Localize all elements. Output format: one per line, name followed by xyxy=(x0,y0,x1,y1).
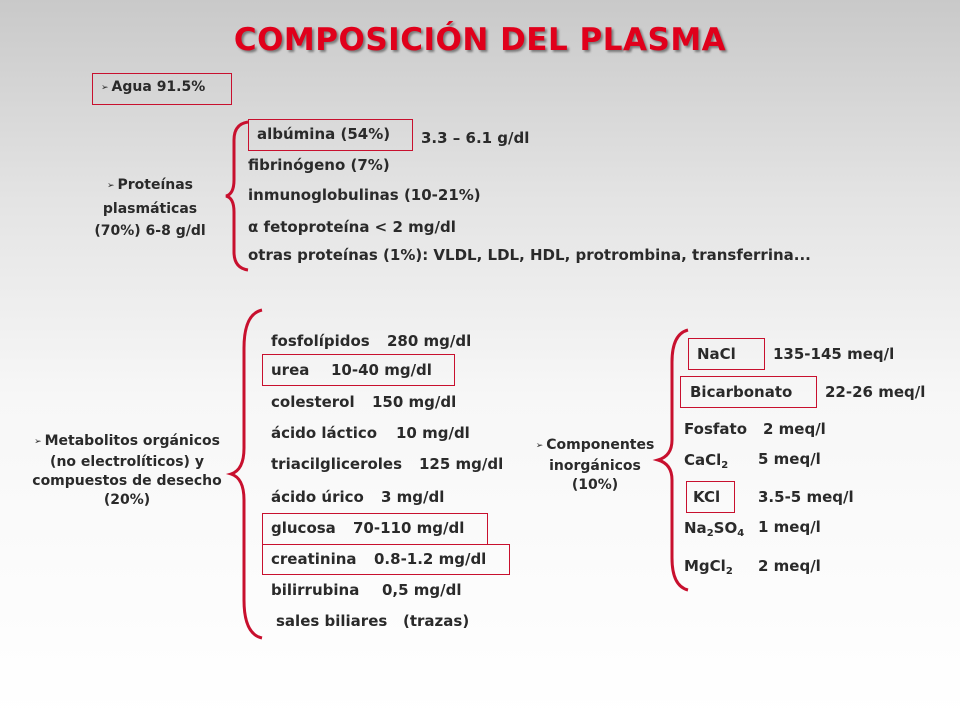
inorganicos-label-3: (10%) xyxy=(571,477,619,493)
triacilgliceroles-name: triacilgliceroles xyxy=(271,455,403,473)
na2so4-name xyxy=(684,519,744,537)
na2so4-text-a: Na xyxy=(684,519,707,537)
cacl2-subscript: 2 xyxy=(721,460,729,471)
na2so4-subscript-1: 2 xyxy=(706,528,714,539)
fetoproteina-text: fetoproteína < 2 mg/dl xyxy=(263,218,456,236)
inorganicos-category xyxy=(520,436,670,495)
mgcl2-text: MgCl xyxy=(684,557,726,575)
fosfato-name: Fosfato xyxy=(684,420,747,438)
albumina-value: 3.3 – 6.1 g/dl xyxy=(421,129,530,147)
proteinas-label-1: Proteínas xyxy=(117,177,194,193)
na2so4-text-b: SO xyxy=(713,519,738,537)
cacl2-value: 5 meq/l xyxy=(758,450,821,468)
bullet-arrow-icon: ➢ xyxy=(34,437,42,447)
bicarbonato-value: 22-26 meq/l xyxy=(825,383,926,401)
cacl2-text: CaCl xyxy=(684,451,722,469)
kcl-value: 3.5-5 meq/l xyxy=(758,488,854,506)
creatinina-value: 0.8-1.2 mg/dl xyxy=(374,550,487,568)
proteinas-label-2: plasmáticas xyxy=(102,201,198,217)
inmunoglobulinas-label: inmunoglobulinas (10-21%) xyxy=(248,186,481,204)
na2so4-subscript-2: 4 xyxy=(737,528,745,539)
na2so4-value: 1 meq/l xyxy=(758,518,821,536)
inorganicos-label-1: Componentes xyxy=(546,437,655,453)
nacl-value: 135-145 meq/l xyxy=(773,345,895,363)
proteinas-label-3: (70%) 6-8 g/dl xyxy=(94,223,206,239)
page-title: COMPOSICIÓN DEL PLASMA xyxy=(233,22,727,58)
mgcl2-value: 2 meq/l xyxy=(758,557,821,575)
bicarbonato-name: Bicarbonato xyxy=(690,383,793,401)
acido-lactico-value: 10 mg/dl xyxy=(396,424,470,442)
agua-text: Agua 91.5% xyxy=(111,79,206,95)
mgcl2-name xyxy=(684,557,733,575)
fosfolipidos-value: 280 mg/dl xyxy=(387,332,472,350)
colesterol-value: 150 mg/dl xyxy=(372,393,457,411)
sales-biliares-value: (trazas) xyxy=(403,612,470,630)
nacl-name: NaCl xyxy=(697,345,736,363)
acido-urico-value: 3 mg/dl xyxy=(381,488,445,506)
mgcl2-subscript: 2 xyxy=(725,566,733,577)
bullet-arrow-icon: ➢ xyxy=(535,441,544,451)
fosfato-value: 2 meq/l xyxy=(763,420,826,438)
cacl2-name xyxy=(684,451,728,469)
inorganicos-label-2: inorgánicos xyxy=(549,458,641,474)
urea-value: 10-40 mg/dl xyxy=(331,361,432,379)
bilirrubina-value: 0,5 mg/dl xyxy=(382,581,462,599)
agua-label xyxy=(101,79,205,95)
metabolitos-label-4: (20%) xyxy=(103,492,151,508)
fibrinogeno-label: fibrinógeno (7%) xyxy=(248,156,390,174)
albumina-label: albúmina (54%) xyxy=(257,125,391,143)
glucosa-name: glucosa xyxy=(271,519,336,537)
bilirrubina-name: bilirrubina xyxy=(271,581,360,599)
alpha-symbol: α xyxy=(248,218,259,236)
bullet-arrow-icon: ➢ xyxy=(106,181,115,191)
acido-urico-name: ácido úrico xyxy=(271,488,364,506)
creatinina-name: creatinina xyxy=(271,550,357,568)
otras-proteinas-label: otras proteínas (1%): VLDL, LDL, HDL, protrombina, transferrina... xyxy=(248,246,811,264)
metabolitos-label-3: compuestos de desecho xyxy=(32,473,222,489)
proteinas-category xyxy=(70,174,230,242)
colesterol-name: colesterol xyxy=(271,393,355,411)
metabolitos-category xyxy=(22,432,232,510)
acido-lactico-name: ácido láctico xyxy=(271,424,378,442)
glucosa-value: 70-110 mg/dl xyxy=(353,519,465,537)
triacilgliceroles-value: 125 mg/dl xyxy=(419,455,504,473)
bullet-arrow-icon: ➢ xyxy=(101,83,109,93)
metabolitos-label-2: (no electrolíticos) y xyxy=(50,454,204,470)
metabolitos-label-1: Metabolitos orgánicos xyxy=(44,433,220,449)
urea-name: urea xyxy=(271,361,310,379)
kcl-name: KCl xyxy=(693,488,721,506)
fosfolipidos-name: fosfolípidos xyxy=(271,332,370,350)
fetoproteina-label xyxy=(248,218,456,236)
sales-biliares-name: sales biliares xyxy=(276,612,388,630)
